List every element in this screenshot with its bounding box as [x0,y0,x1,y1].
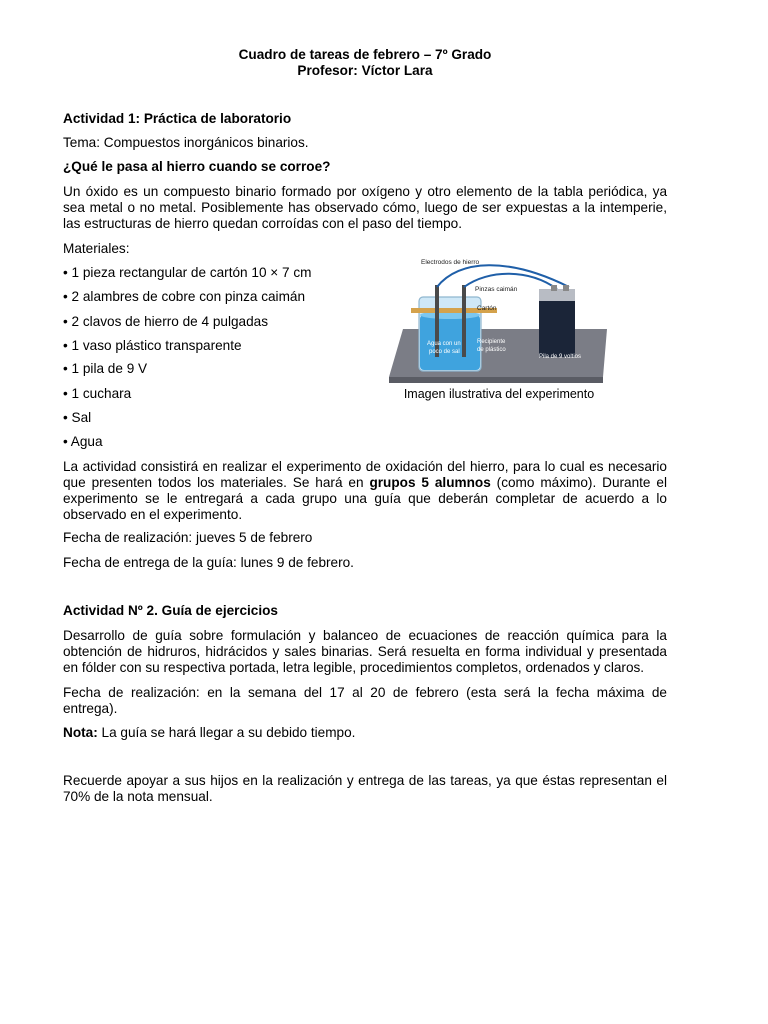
battery [539,295,575,357]
activity1-intro [63,184,667,232]
experiment-illustration [389,257,607,385]
teacher-name: Profesor: Víctor Lara [297,63,433,78]
description-text: (como máximo). Durante el [490,475,667,490]
material-item: • 2 clavos de hierro de 4 pulgadas [63,314,269,329]
group-size: grupos 5 alumnos [369,475,491,490]
material-item: • 2 alambres de cobre con pinza caimán [63,289,306,304]
closing-message [63,773,667,805]
description-line [63,475,667,491]
document-title: Cuadro de tareas de febrero – 7º Grado [238,47,492,62]
material-item: • Agua [63,434,103,449]
closing-line: Recuerde apoyar a sus hijos en la realización y entrega de las tareas, ya que éstas representan el [63,773,667,788]
label-electrodes: Electrodos de hierro [421,259,480,266]
label-container: Recipiente [477,339,506,345]
date-line: Fecha de realización: en la semana del 17 al 20 de febrero (esta será la fecha máxima de [63,685,667,700]
material-item: • 1 pila de 9 V [63,361,148,376]
table-edge [389,377,603,383]
battery-terminal [551,285,557,291]
battery-terminal [563,285,569,291]
label-container: de plástico [477,347,506,353]
label-battery: Pila de 9 voltios [539,354,582,360]
label-water: Agua con un [427,341,461,347]
activity1-heading: Actividad 1: Práctica de laboratorio [63,111,292,126]
activity1-question: ¿Qué le pasa al hierro cuando se corroe? [63,159,331,174]
activity1-date-done: Fecha de realización: jueves 5 de febrero [63,530,313,545]
material-item: • 1 pieza rectangular de cartón 10 × 7 cm [63,265,312,280]
iron-nail [462,285,466,357]
activity2-note [63,725,355,741]
material-item: • 1 cuchara [63,386,132,401]
materials-label: Materiales: [63,241,130,256]
activity2-date [63,685,667,717]
label-clips: Pinzas caimán [475,286,518,293]
description-line: Desarrollo de guía sobre formulación y balanceo de ecuaciones de reacción química para la [63,628,667,643]
intro-line: sea metal o no metal. Posiblemente has observado cómo, luego de ser expuestas a la intemperie, [63,200,667,215]
closing-line: 70% de la nota mensual. [63,789,213,804]
description-line: La actividad consistirá en realizar el experimento de oxidación del hierro, para lo cual es necesario [63,459,667,474]
material-item: • 1 vaso plástico transparente [63,338,242,353]
note-label: Nota: [63,725,98,740]
label-water: poco de sal [429,349,460,355]
activity1-date-due: Fecha de entrega de la guía: lunes 9 de febrero. [63,555,354,570]
label-cardboard: Cartón [477,305,497,312]
activity1-topic: Tema: Compuestos inorgánicos binarios. [63,135,309,150]
material-item: • Sal [63,410,92,425]
intro-line: Un óxido es un compuesto binario formado por oxígeno y otro elemento de la tabla periódica, ya [63,184,667,199]
description-line: experimento se le entregará a cada grupo una guía que deberán completar de acuerdo a lo [63,491,667,506]
description-line: en fólder con su respectiva portada, letra legible, procedimientos completos, ordenados y claros. [63,660,645,675]
description-line: observado en el experimento. [63,507,243,522]
activity1-description [63,459,667,523]
note-text: La guía se hará llegar a su debido tiempo. [97,725,356,740]
description-text: que presenten todos los materiales. Se hará en [63,475,370,490]
date-line: entrega). [63,701,118,716]
activity2-heading: Actividad Nº 2. Guía de ejercicios [63,603,278,618]
figure-caption: Imagen ilustrativa del experimento [403,387,595,401]
activity2-description [63,628,667,676]
intro-line: las estructuras de hierro quedan corroídas con el paso del tiempo. [63,216,462,231]
description-line: obtención de hidruros, hidrácidos y sales binarias. Será resuelta en forma individual y presentada [63,644,667,659]
